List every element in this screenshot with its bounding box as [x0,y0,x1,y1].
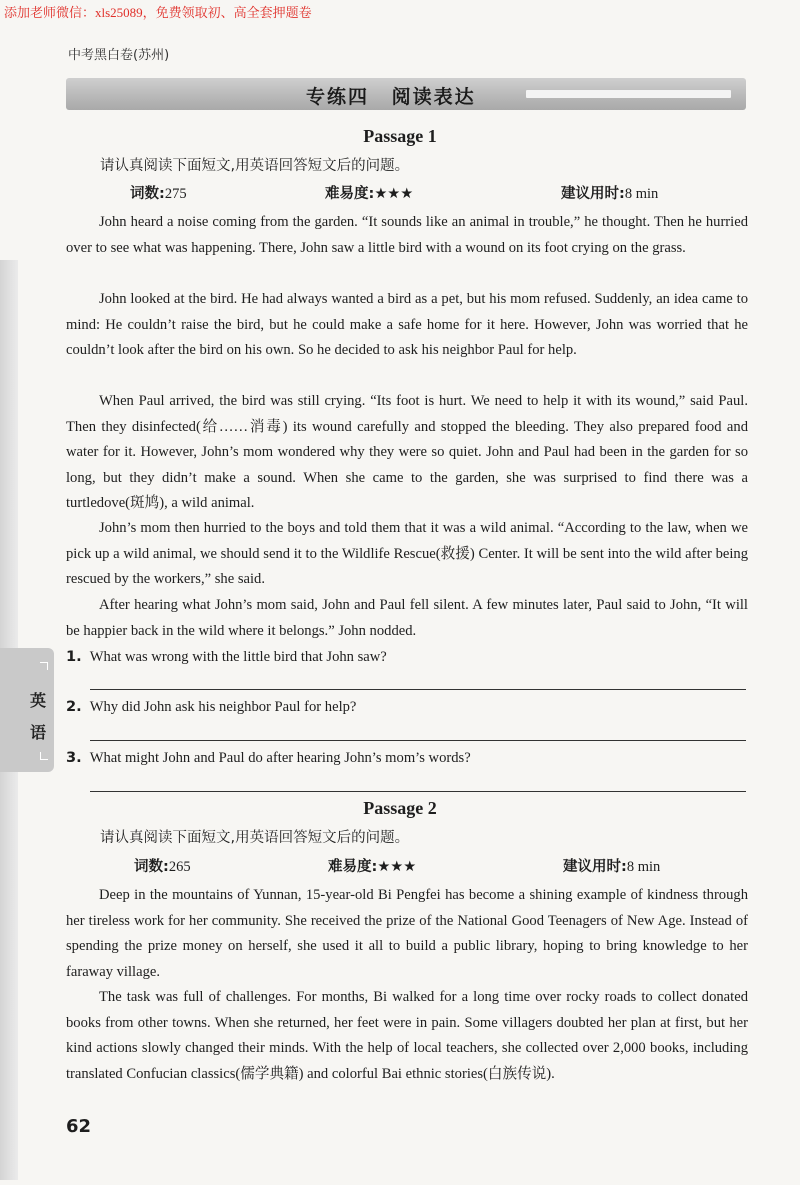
side-tab-char-2: 语 [30,723,47,742]
passage1-instruction: 请认真阅读下面短文,用英语回答短文后的问题。 [100,158,410,174]
passage2-title: Passage 2 [363,798,437,818]
difficulty-label: 难易度: [328,859,378,875]
passage1-paragraph: John’s mom then hurried to the boys and told them that it was a wild animal. “According to the law, when we pick up a wild animal, we should send it to the Wildlife Rescue(救援) Center. It will be sent into the wild after being rescued by the workers,” she said. [66,520,748,588]
passage2-difficulty [328,855,416,876]
passage2-paragraph: The task was full of challenges. For months, Bi walked for a long time over rocky roads to collect donated books from other towns. When she returned, her feet were in pain. Some villagers doubted her plan at first, but her kind actions slowly changed their minds. With the help of local teachers, she collected over 2,000 books, including translated Confucian classics(儒学典籍) and colorful Bai ethnic stories(白族传说). [66,989,748,1082]
passage1-time [561,182,658,203]
passage1-difficulty [325,182,413,203]
question-2 [66,698,356,716]
passage1-paragraph: John heard a noise coming from the garden. “It sounds like an animal in trouble,” he thought. Then he hurried over to see what was happening. There, John saw a little bird with a wound on its foot crying on the grass. [66,214,748,256]
answer-line-3[interactable] [90,791,746,792]
section-title: 专练四 阅读表达 [306,86,476,108]
header-decoration-bar [526,90,731,98]
passage2-word-count [134,855,191,876]
question-1 [66,648,387,666]
difficulty-label: 难易度: [325,186,375,202]
side-tab-char-1: 英 [30,691,47,710]
page-number: 62 [66,1116,92,1137]
time-label: 建议用时: [563,859,627,875]
question-text: Why did John ask his neighbor Paul for help? [89,699,357,715]
passage1-title: Passage 1 [363,126,437,146]
passage2-paragraph: Deep in the mountains of Yunnan, 15-year-old Bi Pengfei has become a shining example of kindness through her tireless work for her community. She received the prize of the National Good Teenagers of New Age. Instead of spending the prize money on herself, she used it all to build a public library, hoping to bring knowledge to her faraway village. [66,887,748,980]
word-count-value: 265 [168,859,191,875]
question-number: 2. [66,698,82,715]
answer-line-2[interactable] [90,740,746,741]
difficulty-stars: ★★★ [377,859,417,875]
difficulty-stars: ★★★ [374,186,414,202]
passage1-paragraph: John looked at the bird. He had always wanted a bird as a pet, but his mom refused. Suddenly, an idea came to mind: He couldn’t raise the bird, but he could make a safe home for it here. However, John was worried that he couldn’t look after the bird on his own. So he decided to ask his neighbor Paul for help. [66,291,748,359]
word-count-label: 词数: [134,859,169,875]
question-number: 3. [66,749,82,766]
question-text: What might John and Paul do after hearing John’s mom’s words? [89,750,471,766]
book-title: 中考黑白卷(苏州) [68,48,170,63]
time-value: 8 min [624,186,659,202]
passage2-instruction: 请认真阅读下面短文,用英语回答短文后的问题。 [100,830,410,846]
passage1-word-count [130,182,187,203]
word-count-value: 275 [164,186,187,202]
question-number: 1. [66,648,82,665]
passage1-paragraph: After hearing what John’s mom said, John and Paul fell silent. A few minutes later, Paul said to John, “It will be happier back in the wild where it belongs.” John nodded. [66,597,748,639]
answer-line-1[interactable] [90,689,746,690]
passage2-time [563,855,660,876]
time-label: 建议用时: [561,186,625,202]
time-value: 8 min [626,859,661,875]
passage1-paragraph: When Paul arrived, the bird was still crying. “Its foot is hurt. We need to help it with its wound,” said Paul. Then they disinfected(给……消毒) its wound carefully and stopped the bleeding. They also prepared food and water for it. However, John’s mom wondered why they were so quiet. John and Paul had been in the garden for so long, but they didn’t make a sound. When she came to the garden, she was surprised to find there was a turtledove(斑鸠), a wild animal. [66,393,748,512]
subject-side-tab [0,648,54,772]
tab-corner-bottom [40,752,48,760]
watermark: 添加老师微信：xls25089，免费领取初、高全套押题卷 [4,5,312,20]
section-header [66,78,746,110]
question-text: What was wrong with the little bird that John saw? [89,649,387,665]
tab-corner-top [40,662,48,670]
word-count-label: 词数: [130,186,165,202]
question-3 [66,749,471,767]
